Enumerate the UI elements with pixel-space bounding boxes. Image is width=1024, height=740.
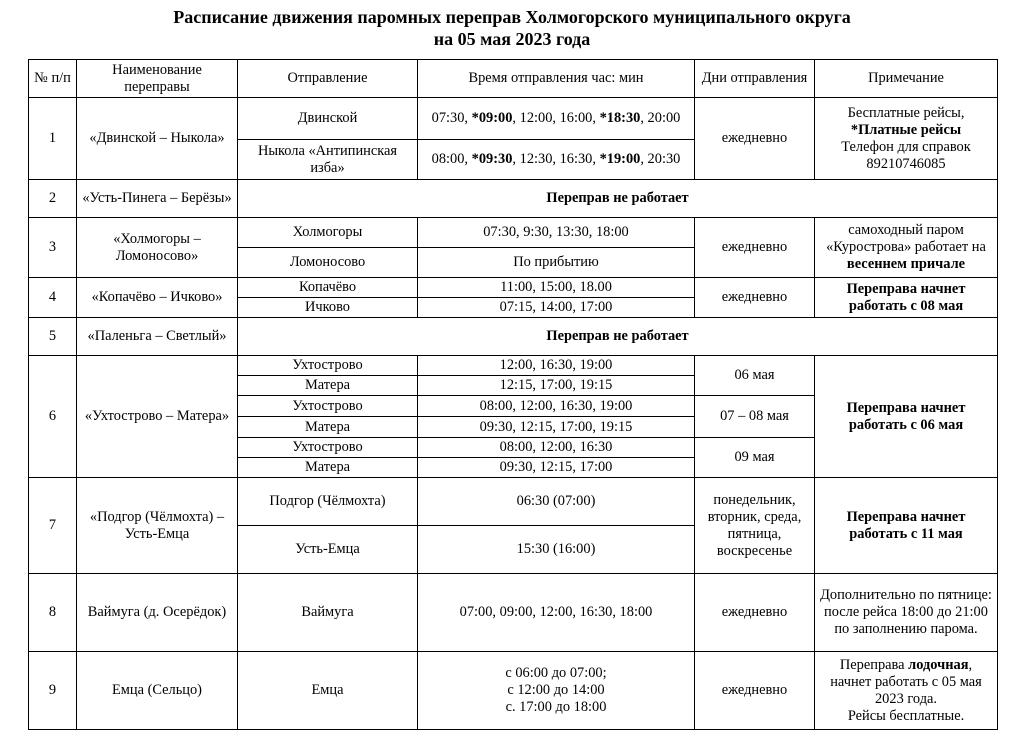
departure-point: Ваймуга: [238, 574, 418, 652]
row-num: 5: [29, 318, 77, 356]
note: Бесплатные рейсы, *Платные рейсы Телефон для справок 89210746085: [815, 98, 998, 180]
departure-times: 07:30, *09:00, 12:00, 16:00, *18:30, 20:00: [418, 98, 695, 140]
table-header-row: [29, 60, 998, 98]
row-num: 1: [29, 98, 77, 180]
document-title: [0, 0, 1024, 49]
departure-point: Матера: [238, 458, 418, 478]
header-time: Время отправления час: мин: [418, 60, 695, 98]
departure-point: Ухтострово: [238, 438, 418, 458]
departure-times: 07:00, 09:00, 12:00, 16:30, 18:00: [418, 574, 695, 652]
note: Переправа начнет работать с 08 мая: [815, 278, 998, 318]
days: понедельник, вторник, среда, пятница, воскресенье: [695, 478, 815, 574]
departure-times: 11:00, 15:00, 18.00: [418, 278, 695, 298]
table-row: [29, 218, 998, 248]
row-num: 3: [29, 218, 77, 278]
ferry-schedule-table: [28, 59, 998, 730]
row-num: 2: [29, 180, 77, 218]
row-num: 9: [29, 652, 77, 730]
note: Переправа начнет работать с 06 мая: [815, 356, 998, 478]
departure-point: Ухтострово: [238, 356, 418, 376]
days: ежедневно: [695, 652, 815, 730]
crossing-name: «Копачёво – Ичково»: [77, 278, 238, 318]
status-text: Переправ не работает: [238, 180, 998, 218]
days: 06 мая: [695, 356, 815, 396]
crossing-name: «Паленьга – Светлый»: [77, 318, 238, 356]
departure-point: Матера: [238, 417, 418, 438]
departure-times: 08:00, 12:00, 16:30: [418, 438, 695, 458]
table-row: [29, 478, 998, 526]
departure-times: 12:15, 17:00, 19:15: [418, 376, 695, 396]
departure-times: 09:30, 12:15, 17:00: [418, 458, 695, 478]
title-line-2: на 05 мая 2023 года: [433, 29, 591, 49]
departure-point: Холмогоры: [238, 218, 418, 248]
departure-times: 07:15, 14:00, 17:00: [418, 298, 695, 318]
departure-point: Усть-Емца: [238, 526, 418, 574]
table-row: [29, 180, 998, 218]
crossing-name: «Усть-Пинега – Берёзы»: [77, 180, 238, 218]
departure-times: 09:30, 12:15, 17:00, 19:15: [418, 417, 695, 438]
days: ежедневно: [695, 98, 815, 180]
note: Переправа начнет работать с 11 мая: [815, 478, 998, 574]
crossing-name: Емца (Сельцо): [77, 652, 238, 730]
status-text: Переправ не работает: [238, 318, 998, 356]
crossing-name: «Подгор (Чёлмохта) – Усть-Емца: [77, 478, 238, 574]
departure-point: Емца: [238, 652, 418, 730]
table-row: [29, 98, 998, 140]
departure-point: Матера: [238, 376, 418, 396]
row-num: 4: [29, 278, 77, 318]
departure-times: 06:30 (07:00): [418, 478, 695, 526]
table-row: [29, 318, 998, 356]
header-num: № п/п: [29, 60, 77, 98]
days: ежедневно: [695, 278, 815, 318]
departure-point: Двинской: [238, 98, 418, 140]
table-row: [29, 574, 998, 652]
table-row: [29, 278, 998, 298]
days: 09 мая: [695, 438, 815, 478]
note: Дополнительно по пятнице: после рейса 18:00 до 21:00 по заполнению парома.: [815, 574, 998, 652]
table-row: [29, 652, 998, 730]
departure-point: Ухтострово: [238, 396, 418, 417]
days: ежедневно: [695, 218, 815, 278]
crossing-name: Ваймуга (д. Осерёдок): [77, 574, 238, 652]
row-num: 7: [29, 478, 77, 574]
days: 07 – 08 мая: [695, 396, 815, 438]
departure-point: Подгор (Чёлмохта): [238, 478, 418, 526]
departure-point: Ичково: [238, 298, 418, 318]
header-name: Наименование переправы: [77, 60, 238, 98]
departure-times: 12:00, 16:30, 19:00: [418, 356, 695, 376]
days: ежедневно: [695, 574, 815, 652]
departure-point: Ломоносово: [238, 248, 418, 278]
departure-times: 08:00, 12:00, 16:30, 19:00: [418, 396, 695, 417]
row-num: 8: [29, 574, 77, 652]
crossing-name: «Ухтострово – Матера»: [77, 356, 238, 478]
table-row: [29, 356, 998, 376]
departure-point: Копачёво: [238, 278, 418, 298]
header-note: Примечание: [815, 60, 998, 98]
note: самоходный паром «Курострова» работает на весеннем причале: [815, 218, 998, 278]
departure-times: 07:30, 9:30, 13:30, 18:00: [418, 218, 695, 248]
header-days: Дни отправления: [695, 60, 815, 98]
header-departure: Отправление: [238, 60, 418, 98]
departure-point: Ныкола «Антипинская изба»: [238, 140, 418, 180]
crossing-name: «Двинской – Ныкола»: [77, 98, 238, 180]
title-line-1: Расписание движения паромных переправ Холмогорского муниципального округа: [173, 7, 851, 27]
crossing-name: «Холмогоры – Ломоносово»: [77, 218, 238, 278]
departure-times: По прибытию: [418, 248, 695, 278]
row-num: 6: [29, 356, 77, 478]
departure-times: с 06:00 до 07:00; с 12:00 до 14:00 с. 17:00 до 18:00: [418, 652, 695, 730]
note: Переправа лодочная, начнет работать с 05 мая 2023 года. Рейсы бесплатные.: [815, 652, 998, 730]
departure-times: 08:00, *09:30, 12:30, 16:30, *19:00, 20:30: [418, 140, 695, 180]
departure-times: 15:30 (16:00): [418, 526, 695, 574]
